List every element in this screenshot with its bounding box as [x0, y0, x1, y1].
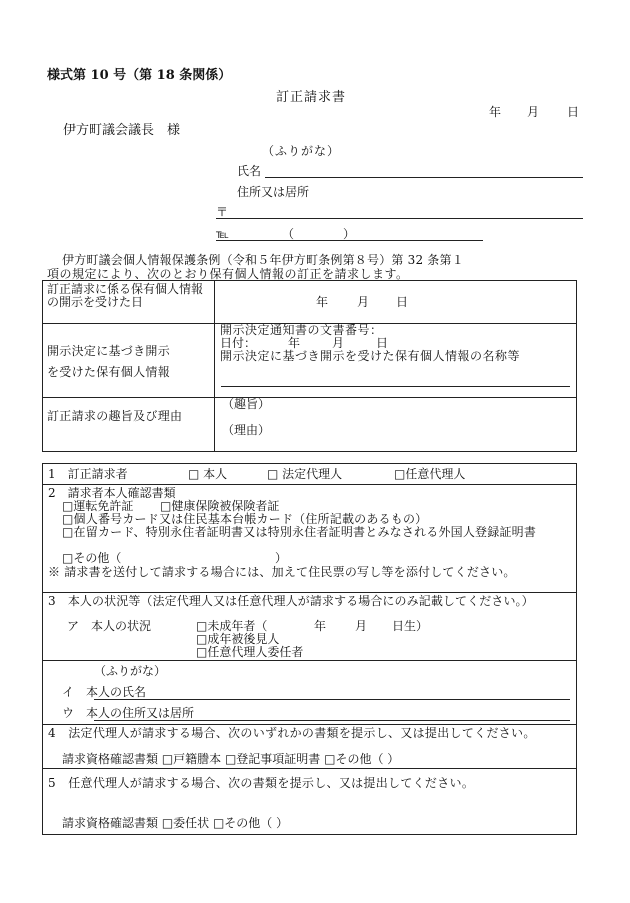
disclosed-info-label-2: を受けた保有個人情報: [47, 365, 171, 379]
notice-day-label: 日: [376, 336, 389, 350]
lower-divider-1: [42, 484, 577, 485]
form-number: 様式第 10 号（第 18 条関係）: [47, 68, 232, 83]
disclosure-year-label: 年: [316, 295, 329, 309]
other-id-checkbox[interactable]: □その他（: [62, 551, 122, 565]
disclosed-info-name: 開示決定に基づき開示を受けた保有個人情報の名称等: [220, 349, 521, 363]
notice-year-label: 年: [288, 336, 301, 350]
disclosed-info-label-1: 開示決定に基づき開示: [47, 344, 171, 358]
minor-month-label: 月: [355, 619, 368, 633]
id-docs-note: ※ 請求書を送付して請求する場合には、加えて住民票の写し等を添付してください。: [48, 565, 516, 579]
principal-address-line[interactable]: [94, 720, 570, 721]
legal-rep-docs-label: 4 法定代理人が請求する場合、次のいずれかの書類を提示し、又は提出してください。: [48, 726, 536, 740]
addressee: 伊方町議会議長 様: [63, 123, 181, 138]
id-docs-label: 2 請求者本人確認書類: [48, 486, 176, 500]
date-year-label: 年: [489, 105, 502, 119]
minor-day-label: 日生）: [392, 619, 429, 633]
principal-furigana: （ふりがな）: [94, 664, 167, 678]
appointed-checkbox[interactable]: □任意代理人委任者: [196, 645, 304, 659]
mynumber-checkbox[interactable]: □個人番号カード又は住民基本台帳カード（住所記載のあるもの）: [62, 512, 428, 526]
applicant-name-line[interactable]: [265, 177, 583, 178]
requester-self-checkbox[interactable]: □ 本人: [188, 467, 228, 481]
legal-rep-docs[interactable]: 請求資格確認書類 □戸籍謄本 □登記事項証明書 □その他（ ）: [62, 752, 400, 766]
tel-paren-open: （: [282, 227, 295, 241]
agent-docs[interactable]: 請求資格確認書類 □委任状 □その他（ ）: [62, 816, 289, 830]
disclosure-day-label: 日: [396, 295, 409, 309]
lower-divider-2: [42, 592, 577, 593]
postal-mark: 〒: [216, 205, 229, 219]
lower-divider-5: [42, 768, 577, 769]
insurance-checkbox[interactable]: □健康保険被保険者証: [160, 499, 280, 513]
license-checkbox[interactable]: □運転免許証: [62, 499, 134, 513]
tel-mark: ℡: [216, 227, 229, 241]
intro-line-2: 項の規定により、次のとおり保有個人情報の訂正を請求します。: [47, 267, 409, 281]
applicant-address-label: 住所又は居所: [237, 185, 310, 199]
disclosure-month-label: 月: [357, 295, 370, 309]
tel-paren-close: ）: [343, 227, 356, 241]
reason-label: （理由）: [222, 423, 271, 437]
main-table-col-divider: [214, 280, 215, 452]
tel-line[interactable]: [216, 240, 483, 241]
principal-name-line[interactable]: [94, 699, 570, 700]
applicant-address-line[interactable]: [216, 218, 583, 219]
main-table-row-divider-2: [42, 397, 577, 398]
intro-line-1: 伊方町議会個人情報保護条例（令和５年伊方町条例第８号）第 32 条第１: [62, 253, 464, 267]
applicant-furigana: （ふりがな）: [262, 144, 341, 158]
doc-number-label: 開示決定通知書の文書番号：: [220, 323, 383, 337]
applicant-name-label: 氏名: [237, 164, 262, 178]
disclosure-date-label: 訂正請求に係る保有個人情報の開示を受けた日: [47, 282, 204, 309]
principal-address-label: ウ 本人の住所又は居所: [62, 706, 195, 720]
requester-label: 1 訂正請求者: [48, 467, 128, 481]
other-id-close: ）: [275, 551, 288, 565]
date-month-label: 月: [527, 105, 540, 119]
principal-name-label: イ 本人の氏名: [62, 685, 147, 699]
principal-status-label: 3 本人の状況等（法定代理人又は任意代理人が請求する場合にのみ記載してください。）: [48, 594, 534, 608]
principal-status-sub: ア 本人の状況: [67, 619, 152, 633]
correction-purpose-label: 訂正請求の趣旨及び理由: [47, 409, 183, 423]
minor-year-label: 年: [314, 619, 327, 633]
purpose-label: （趣旨）: [222, 397, 271, 411]
agent-docs-label: 5 任意代理人が請求する場合、次の書類を提示し、又は提出してください。: [48, 776, 475, 790]
residence-card-checkbox[interactable]: □在留カード、特別永住者証明書又は特別永住者証明書とみなされる外国人登録証明書: [62, 525, 537, 539]
notice-month-label: 月: [332, 336, 345, 350]
requester-legal-checkbox[interactable]: □ 法定代理人: [267, 467, 343, 481]
minor-checkbox[interactable]: □未成年者（: [196, 619, 268, 633]
lower-divider-3: [42, 660, 577, 661]
guardian-checkbox[interactable]: □成年被後見人: [196, 632, 280, 646]
date-day-label: 日: [567, 105, 580, 119]
requester-agent-checkbox[interactable]: □任意代理人: [394, 467, 466, 481]
disclosed-info-line[interactable]: [221, 386, 570, 387]
lower-divider-4: [42, 724, 577, 725]
form-title: 訂正請求書: [276, 90, 347, 105]
date-label: 日付：: [220, 336, 257, 350]
